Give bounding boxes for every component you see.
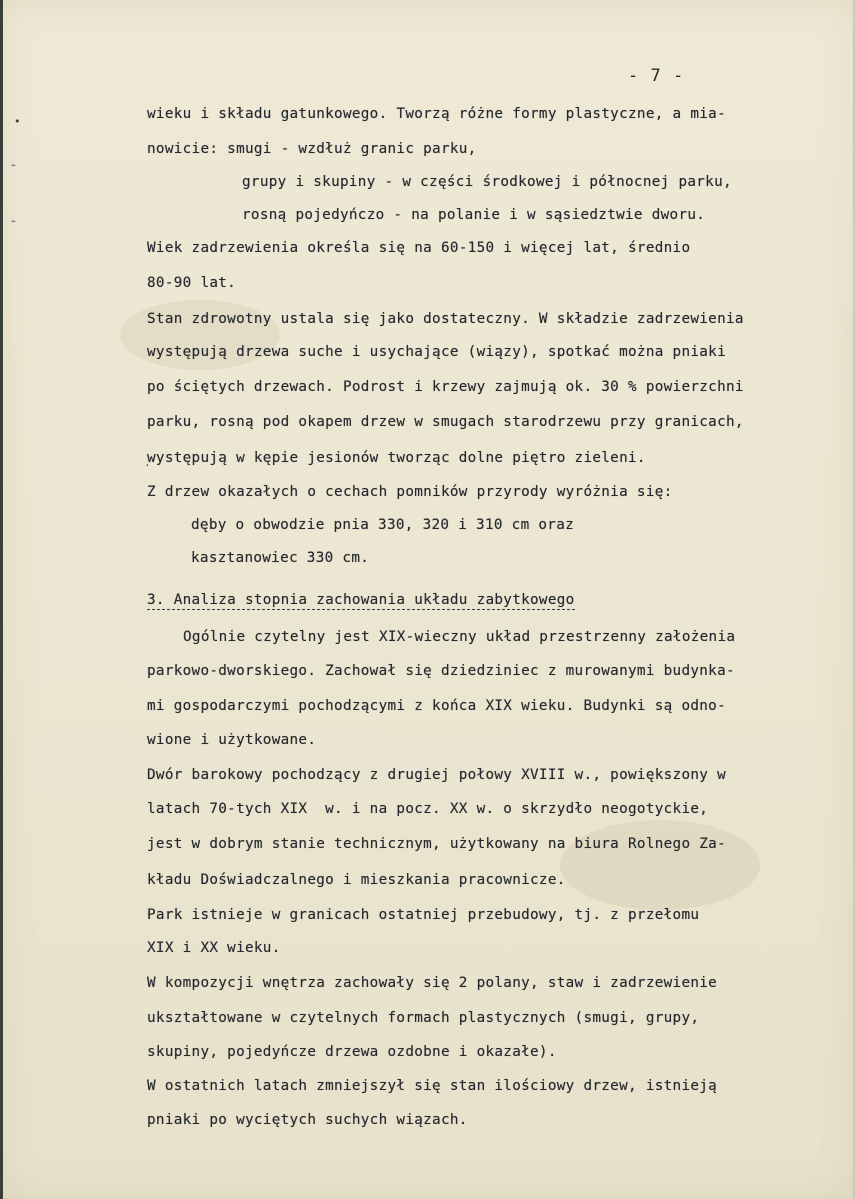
scan-left-edge [0, 0, 3, 1199]
margin-mark: ˜ [10, 219, 17, 232]
margin-mark: ˜ [10, 163, 17, 176]
text-line: występują drzewa suche i usychające (wiązy), spotkać można pniaki [147, 344, 726, 360]
text-line: Dwór barokowy pochodzący z drugiej połowy XVIII w., powiększony w [147, 767, 726, 783]
text-line: latach 70-tych XIX w. i na pocz. XX w. o skrzydło neogotyckie, [147, 801, 709, 817]
text-line: rosną pojedyńczo - na polanie i w sąsiedztwie dworu. [242, 207, 706, 223]
text-line: kładu Doświadczalnego i mieszkania pracownicze. [147, 872, 566, 888]
text-line: kasztanowiec 330 cm. [191, 550, 370, 566]
text-line: W kompozycji wnętrza zachowały się 2 polany, staw i zadrzewienie [147, 975, 718, 991]
text-line: ukształtowane w czytelnych formach plastycznych (smugi, grupy, [147, 1010, 700, 1026]
text-line: XIX i XX wieku. [147, 940, 281, 956]
text-line: parkowo-dworskiego. Zachował się dziedziniec z murowanymi budynka- [147, 663, 735, 679]
text-line: wieku i składu gatunkowego. Tworzą różne formy plastyczne, a mia- [147, 106, 726, 122]
text-line: Stan zdrowotny ustala się jako dostateczny. W składzie zadrzewienia [147, 311, 744, 327]
text-line: parku, rosną pod okapem drzew w smugach starodrzewu przy granicach, [147, 414, 744, 430]
text-line: Wiek zadrzewienia określa się na 60-150 i więcej lat, średnio [147, 240, 691, 256]
text-line: skupiny, pojedyńcze drzewa ozdobne i okazałe). [147, 1044, 557, 1060]
text-line: W ostatnich latach zmniejszył się stan ilościowy drzew, istnieją [147, 1078, 718, 1094]
section-heading: 3. Analiza stopnia zachowania układu zabytkowego [147, 593, 575, 610]
page-number: - 7 - [628, 66, 685, 86]
paper-stain [560, 820, 760, 910]
text-line: po ściętych drzewach. Podrost i krzewy zajmują ok. 30 % powierzchni [147, 379, 744, 395]
text-line: pniaki po wyciętych suchych wiązach. [147, 1112, 468, 1128]
text-line: jest w dobrym stanie technicznym, użytkowany na biura Rolnego Za- [147, 836, 726, 852]
margin-mark: • [14, 115, 21, 128]
text-line: dęby o obwodzie pnia 330, 320 i 310 cm oraz [191, 517, 575, 533]
text-line: Z drzew okazałych o cechach pomników przyrody wyróżnia się: [147, 484, 673, 500]
text-line: 80-90 lat. [147, 275, 237, 291]
text-line: wione i użytkowane. [147, 732, 317, 748]
text-line: mi gospodarczymi pochodzącymi z końca XIX wieku. Budynki są odno- [147, 698, 726, 714]
text-line: Park istnieje w granicach ostatniej przebudowy, tj. z przełomu [147, 907, 700, 923]
text-line: nowicie: smugi - wzdłuż granic parku, [147, 141, 477, 157]
text-line: występują w kępie jesionów tworząc dolne piętro zieleni. [147, 450, 646, 466]
margin-mark: · [144, 459, 151, 472]
text-line: grupy i skupiny - w części środkowej i północnej parku, [242, 174, 732, 190]
text-line: Ogólnie czytelny jest XIX-wieczny układ przestrzenny założenia [183, 629, 736, 645]
